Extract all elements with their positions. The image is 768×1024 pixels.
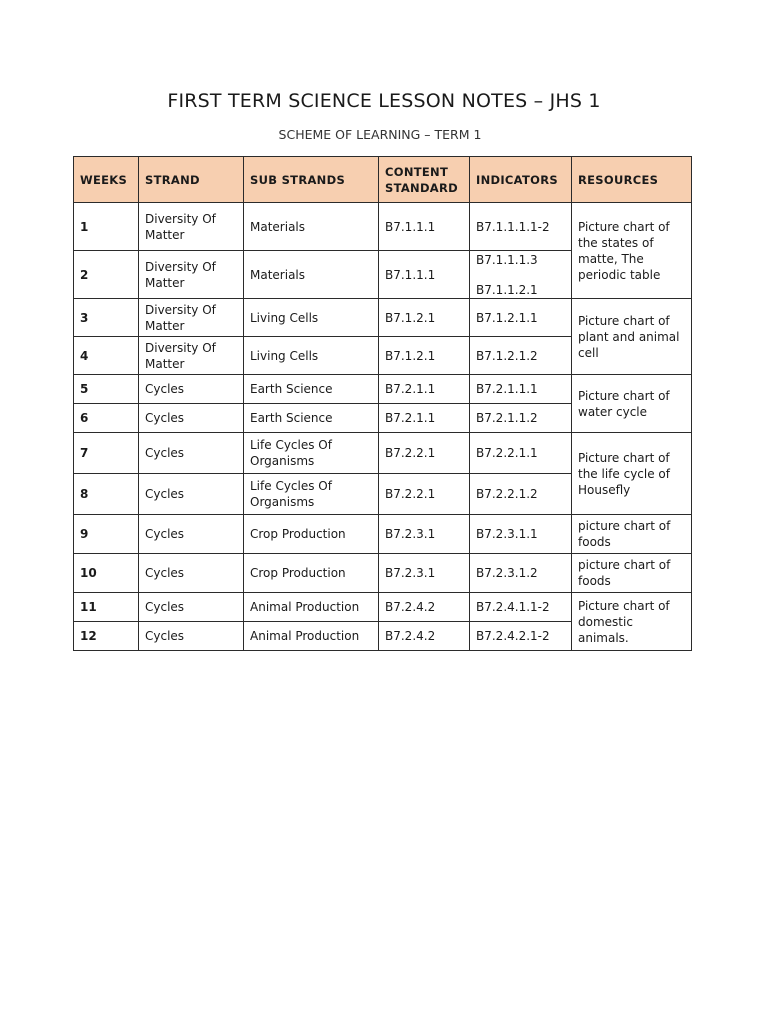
indicator-code: B7.2.4.1.1-2 [476, 600, 550, 614]
indicators-cell [470, 299, 572, 337]
strand-cell: Cycles [139, 515, 244, 554]
strand-cell: Diversity Of Matter [139, 337, 244, 375]
indicators-cell [470, 337, 572, 375]
content-standard-cell: B7.2.3.1 [379, 515, 470, 554]
week-cell: 4 [74, 337, 139, 375]
header-indicators: INDICATORS [470, 157, 572, 203]
indicator-code: B7.1.2.1.1 [476, 310, 538, 325]
week-cell: 6 [74, 404, 139, 433]
header-weeks: WEEKS [74, 157, 139, 203]
indicators-cell [470, 515, 572, 554]
indicator-code: B7.1.1.1.3 [476, 252, 538, 267]
scheme-of-learning-table [73, 156, 692, 651]
indicator-code: B7.2.1.1.2 [476, 411, 538, 425]
content-standard-cell: B7.2.1.1 [379, 404, 470, 433]
header-strand: STRAND [139, 157, 244, 203]
content-standard-cell: B7.1.2.1 [379, 337, 470, 375]
resources-cell: Picture chart of water cycle [572, 375, 692, 433]
content-standard-cell: B7.2.1.1 [379, 375, 470, 404]
indicators-cell [470, 622, 572, 651]
table-row [74, 593, 692, 622]
week-cell: 2 [74, 251, 139, 299]
strand-cell: Cycles [139, 404, 244, 433]
indicator-code: B7.2.1.1.1 [476, 382, 538, 396]
strand-cell: Diversity Of Matter [139, 299, 244, 337]
week-cell: 5 [74, 375, 139, 404]
sub-strand-cell: Materials [244, 251, 379, 299]
indicators-cell [470, 474, 572, 515]
sub-strand-cell: Life Cycles Of Organisms [244, 474, 379, 515]
document-title: FIRST TERM SCIENCE LESSON NOTES – JHS 1 [167, 90, 601, 112]
resources-cell: picture chart of foods [572, 554, 692, 593]
table-header-row [74, 157, 692, 203]
resources-cell: Picture chart of domestic animals. [572, 593, 692, 651]
table-row [74, 433, 692, 474]
strand-cell: Cycles [139, 474, 244, 515]
sub-strand-cell: Life Cycles Of Organisms [244, 433, 379, 474]
content-standard-cell: B7.1.1.1 [379, 203, 470, 251]
header-content-standard: CONTENT STANDARD [379, 157, 470, 203]
strand-cell: Cycles [139, 622, 244, 651]
strand-cell: Cycles [139, 593, 244, 622]
indicator-code: B7.1.1.1.1-2 [476, 219, 550, 234]
sub-strand-cell: Crop Production [244, 515, 379, 554]
sub-strand-cell: Animal Production [244, 593, 379, 622]
week-cell: 9 [74, 515, 139, 554]
content-standard-cell: B7.1.2.1 [379, 299, 470, 337]
week-cell: 10 [74, 554, 139, 593]
week-cell: 11 [74, 593, 139, 622]
table-row [74, 375, 692, 404]
resources-cell: Picture chart of the life cycle of Housefly [572, 433, 692, 515]
table-row [74, 299, 692, 337]
strand-cell: Cycles [139, 433, 244, 474]
table-row [74, 515, 692, 554]
content-standard-cell: B7.2.4.2 [379, 622, 470, 651]
strand-cell: Diversity Of Matter [139, 203, 244, 251]
content-standard-cell: B7.2.2.1 [379, 433, 470, 474]
sub-strand-cell: Living Cells [244, 337, 379, 375]
indicators-cell [470, 404, 572, 433]
resources-cell: picture chart of foods [572, 515, 692, 554]
week-cell: 1 [74, 203, 139, 251]
indicator-code: B7.2.3.1.2 [476, 566, 538, 580]
sub-strand-cell: Living Cells [244, 299, 379, 337]
indicator-code: B7.2.4.2.1-2 [476, 629, 550, 643]
indicators-cell [470, 433, 572, 474]
week-cell: 7 [74, 433, 139, 474]
indicators-cell [470, 554, 572, 593]
resources-cell: Picture chart of plant and animal cell [572, 299, 692, 375]
indicators-cell [470, 593, 572, 622]
sub-strand-cell: Materials [244, 203, 379, 251]
indicator-code: B7.2.2.1.2 [476, 487, 538, 501]
week-cell: 12 [74, 622, 139, 651]
strand-cell: Diversity Of Matter [139, 251, 244, 299]
table-body [74, 203, 692, 651]
table-row [74, 554, 692, 593]
sub-strand-cell: Earth Science [244, 404, 379, 433]
header-resources: RESOURCES [572, 157, 692, 203]
indicators-cell [470, 251, 572, 299]
indicator-code: B7.1.1.2.1 [476, 282, 538, 297]
strand-cell: Cycles [139, 554, 244, 593]
indicators-cell [470, 203, 572, 251]
indicator-code: B7.1.2.1.2 [476, 348, 538, 363]
sub-strand-cell: Animal Production [244, 622, 379, 651]
indicator-code: B7.2.2.1.1 [476, 446, 538, 460]
content-standard-cell: B7.2.3.1 [379, 554, 470, 593]
strand-cell: Cycles [139, 375, 244, 404]
sub-strand-cell: Earth Science [244, 375, 379, 404]
content-standard-cell: B7.2.2.1 [379, 474, 470, 515]
header-sub-strands: SUB STRANDS [244, 157, 379, 203]
indicator-code: B7.2.3.1.1 [476, 527, 538, 541]
content-standard-cell: B7.2.4.2 [379, 593, 470, 622]
content-standard-cell: B7.1.1.1 [379, 251, 470, 299]
week-cell: 3 [74, 299, 139, 337]
sub-strand-cell: Crop Production [244, 554, 379, 593]
document-subtitle: SCHEME OF LEARNING – TERM 1 [278, 127, 482, 142]
week-cell: 8 [74, 474, 139, 515]
resources-cell: Picture chart of the states of matte, The periodic table [572, 203, 692, 299]
table-row [74, 203, 692, 251]
indicators-cell [470, 375, 572, 404]
